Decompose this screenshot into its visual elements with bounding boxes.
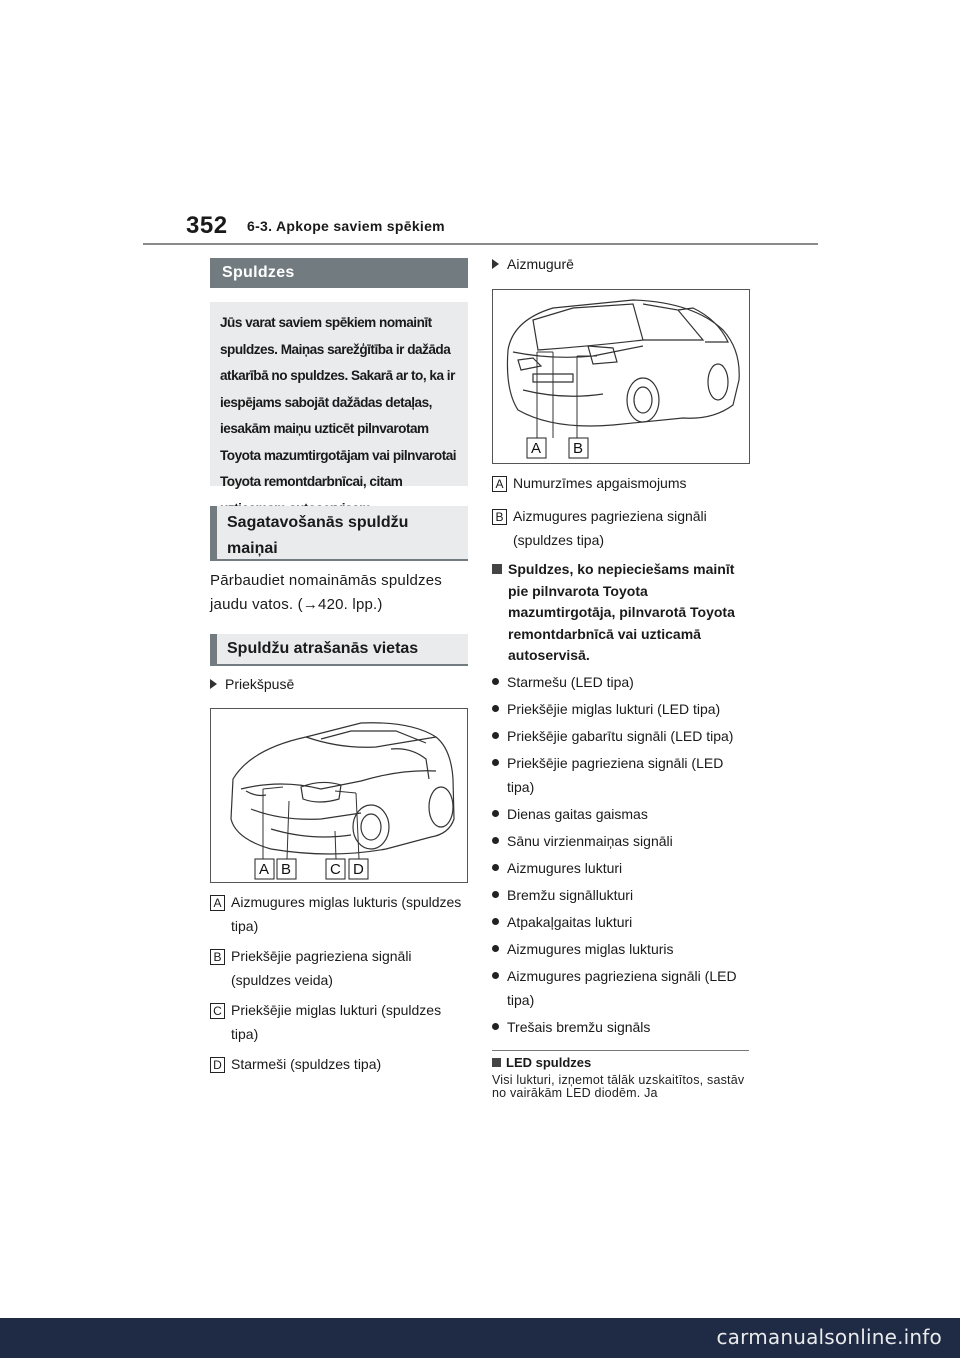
list-item-text: Atpakaļgaitas lukturi [507,914,633,930]
list-item-text: Aizmugures lukturi [507,860,623,876]
bullet-dot-icon [492,891,499,898]
list-item-text: Sānu virzienmaiņas signāli [507,833,673,849]
legend-item [492,471,750,495]
main-title: Spuldzes [210,258,468,288]
footer-watermark: carmanualsonline.info [716,1325,942,1349]
front-car-figure [210,708,468,883]
front-callout-a: A [259,861,270,878]
square-bullet-icon [492,1058,501,1067]
legend-key: A [492,476,507,492]
list-item [492,964,750,1012]
rear-label-row [492,256,750,272]
bullet-list [492,670,750,1039]
rear-car-figure [492,289,750,464]
front-car-illustration [211,709,467,882]
bullet-dot-icon [492,918,499,925]
list-item [492,829,750,853]
bullet-dot-icon [492,972,499,979]
list-item-text: Priekšējie pagrieziena signāli (LED tipa) [507,755,724,795]
legend-item [210,890,468,938]
rear-car-illustration [493,290,749,463]
list-item-text: Trešais bremžu signāls [507,1019,651,1035]
legend-text: Priekšējie miglas lukturi (spuldzes tipa) [231,1002,442,1042]
list-item [492,751,750,799]
arrow-icon [210,679,217,689]
bullet-dot-icon [492,678,499,685]
legend-item [210,1052,468,1076]
front-callout-d: D [353,861,364,878]
section-title: 6-3. Apkope saviem spēkiem [247,218,445,234]
rear-callout-a: A [531,440,542,457]
list-item-text: Priekšējie gabarītu signāli (LED tipa) [507,728,734,744]
list-item-text: Aizmugures pagrieziena signāli (LED tipa) [507,968,737,1008]
legend-text: Numurzīmes apgaismojums [513,475,687,491]
bullet-dot-icon [492,864,499,871]
list-item [492,670,750,694]
list-item-text: Starmešu (LED tipa) [507,674,634,690]
list-item-text: Priekšējie miglas lukturi (LED tipa) [507,701,721,717]
bullet-dot-icon [492,759,499,766]
legend-key: B [492,509,507,525]
list-item [492,883,750,907]
led-heading: LED spuldzes [506,1055,592,1070]
legend-item [210,944,468,992]
rear-legend [492,471,750,552]
front-callout-c: C [330,861,341,878]
list-item [492,724,750,748]
arrow-icon [492,259,499,269]
legend-key: B [210,949,225,965]
legend-text: Priekšējie pagrieziena signāli (spuldzes veida) [231,948,412,988]
legend-key: D [210,1057,225,1073]
bullet-dot-icon [492,837,499,844]
list-item [492,802,750,826]
rear-callout-b: B [573,440,584,457]
led-divider [492,1050,749,1051]
dealer-heading: Spuldzes, ko nepieciešams mainīt pie pilnvarota Toyota mazumtirgotāja, pilnvarotā Toyota remontdarbnīcā vai uzticamā autoservisā. [508,561,735,663]
rear-label: Aizmugurē [507,256,574,272]
bullet-dot-icon [492,810,499,817]
header-divider [143,243,818,245]
list-item [492,910,750,934]
square-bullet-icon [492,564,502,574]
list-item [492,1015,750,1039]
list-item [492,697,750,721]
list-item [492,856,750,880]
bullet-dot-icon [492,1023,499,1030]
notice-box: Jūs varat saviem spēkiem nomainīt spuldzes. Maiņas sarežģītība ir dažāda atkarībā no spuldzes. Sakarā ar to, ka ir iespējams sabojāt dažādas detaļas, iesakām maiņu uzticēt pilnvarotam Toyota mazumtirgotājam vai pilnvarotai Toyota remontdarbnīcai, citam [210,302,468,486]
front-label-row [210,676,468,692]
legend-item [492,504,750,552]
prep-title: Sagatavošanās spuldžu maiņai [210,506,468,561]
legend-text: Aizmugures pagrieziena signāli (spuldzes tipa) [513,508,707,548]
list-item-text: Aizmugures miglas lukturis [507,941,674,957]
front-legend [210,890,468,1076]
list-item-text: Dienas gaitas gaismas [507,806,648,822]
led-text: Visi lukturi, izņemot tālāk uzskaitītos, sastāv no vairākām LED diodēm. Ja [492,1073,745,1100]
page-number: 352 [186,212,228,239]
legend-key: A [210,895,225,911]
location-title: Spuldžu atrašanās vietas [210,634,468,666]
led-heading-row [492,1055,750,1070]
legend-text: Aizmugures miglas lukturis (spuldzes tipa) [231,894,462,934]
front-callout-b: B [281,861,292,878]
front-label: Priekšpusē [225,676,295,692]
bullet-dot-icon [492,705,499,712]
bullet-dot-icon [492,732,499,739]
legend-key: C [210,1003,225,1019]
list-item-text: Bremžu signāllukturi [507,887,634,903]
bullet-dot-icon [492,945,499,952]
dealer-heading-row [492,559,750,667]
legend-item [210,998,468,1046]
list-item [492,937,750,961]
legend-text: Starmeši (spuldzes tipa) [231,1056,382,1072]
prep-text: Pārbaudiet nomaināmās spuldzes jaudu vatos. (→420. lpp.) [210,572,442,613]
